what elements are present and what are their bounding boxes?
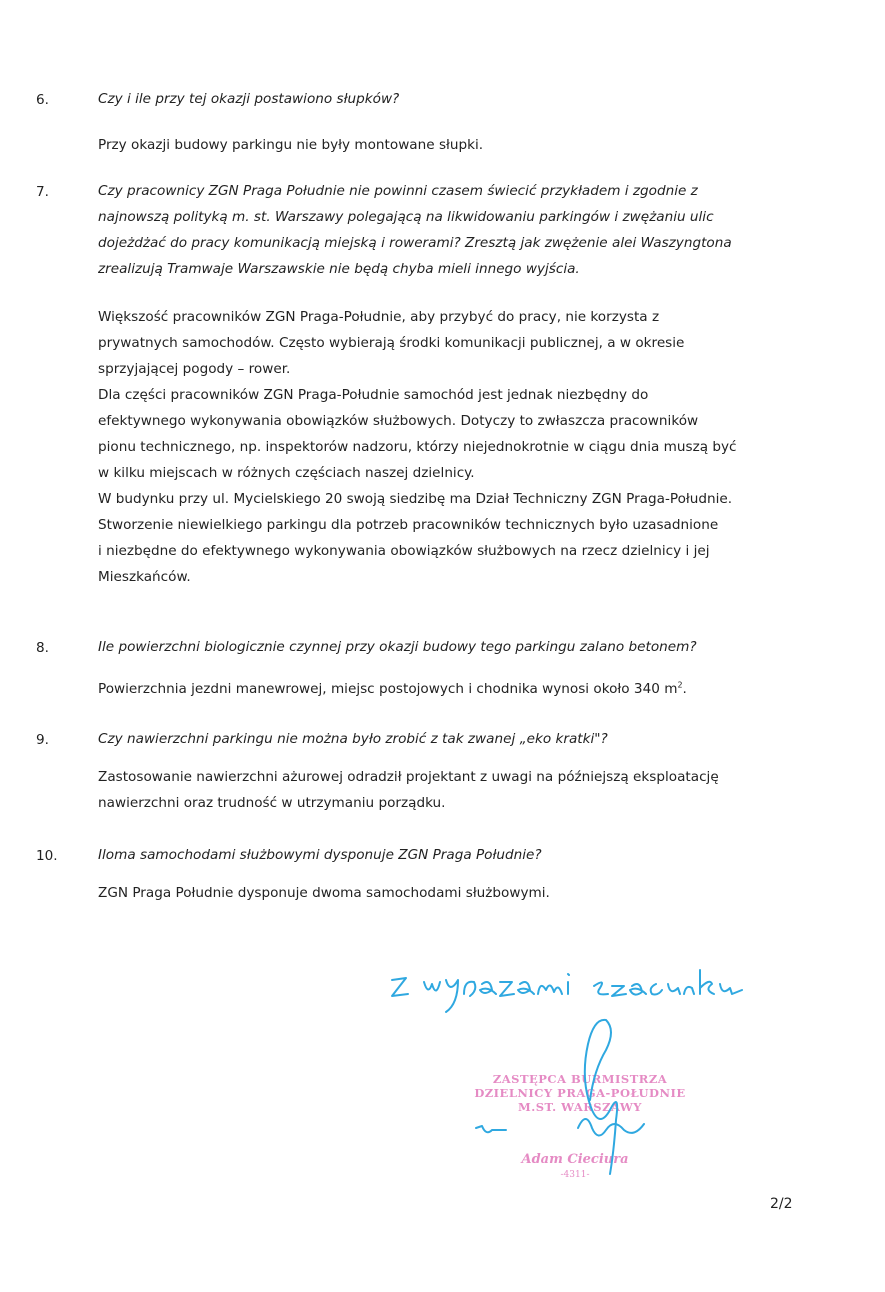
question-line: zrealizują Tramwaje Warszawskie nie będą chyba mieli innego wyjścia. (98, 261, 580, 277)
item-number: 9. (36, 732, 49, 748)
answer-line: Mieszkańców. (98, 569, 191, 585)
answer-line: Przy okazji budowy parkingu nie były montowane słupki. (98, 137, 484, 153)
answer-line: w kilku miejscach w różnych częściach naszej dzielnicy. (98, 465, 475, 481)
answer-line (98, 676, 838, 702)
answer-line: i niezbędne do efektywnego wykonywania obowiązków służbowych na rzecz dzielnicy i jej (98, 543, 710, 559)
item-number: 8. (36, 640, 49, 656)
answer-suffix: . (682, 681, 687, 697)
question-8 (98, 634, 818, 660)
question-line: Czy nawierzchni parkingu nie można było zrobić z tak zwanej „eko kratki"? (98, 731, 608, 747)
stamp-name: Adam Cieciura (521, 1152, 629, 1167)
item-number: 6. (36, 92, 49, 108)
question-7 (98, 178, 818, 282)
answer-line: Zastosowanie nawierzchni ażurowej odradził projektant z uwagi na późniejszą eksploatację (98, 769, 719, 785)
page-number: 2/2 (770, 1196, 793, 1212)
answer-8 (98, 676, 838, 702)
answer-line: efektywnego wykonywania obowiązków służbowych. Dotyczy to zwłaszcza pracowników (98, 413, 699, 429)
question-10 (98, 842, 818, 868)
answer-line: ZGN Praga Południe dysponuje dwoma samochodami służbowymi. (98, 885, 550, 901)
question-line: Czy i ile przy tej okazji postawiono słupków? (98, 91, 400, 107)
answer-line: Stworzenie niewielkiego parkingu dla potrzeb pracowników technicznych było uzasadnione (98, 517, 719, 533)
answer-7 (98, 304, 838, 590)
stamp-line: ZASTĘPCA BURMISTRZA (492, 1072, 668, 1086)
question-line: Czy pracownicy ZGN Praga Południe nie powinni czasem świecić przykładem i zgodnie z (98, 183, 698, 199)
question-line: Iloma samochodami służbowymi dysponuje ZGN Praga Południe? (98, 847, 542, 863)
stamp-line: M.ST. WARSZAWY (518, 1100, 642, 1114)
answer-line: Większość pracowników ZGN Praga-Południe, aby przybyć do pracy, nie korzysta z (98, 309, 660, 325)
question-line: najnowszą polityką m. st. Warszawy polegającą na likwidowaniu parkingów i zwężaniu ulic (98, 209, 714, 225)
stamp-line: DZIELNICY PRAGA-POŁUDNIE (474, 1086, 686, 1100)
question-9 (98, 726, 818, 752)
answer-line: nawierzchni oraz trudność w utrzymaniu porządku. (98, 795, 446, 811)
item-number: 10. (36, 848, 58, 864)
answer-9 (98, 764, 838, 816)
answer-line: W budynku przy ul. Mycielskiego 20 swoją siedzibę ma Dział Techniczny ZGN Praga-Południe. (98, 491, 733, 507)
stamp-code: -4311- (560, 1170, 590, 1180)
superscript: 2 (677, 680, 683, 690)
answer-text: Powierzchnia jezdni manewrowej, miejsc postojowych i chodnika wynosi około 340 m (98, 681, 678, 697)
answer-6 (98, 132, 838, 158)
answer-10 (98, 880, 838, 906)
question-line: Ile powierzchni biologicznie czynnej przy okazji budowy tego parkingu zalano betonem? (98, 639, 697, 655)
signature-ink (392, 970, 742, 1174)
answer-line: pionu technicznego, np. inspektorów nadzoru, którzy niejednokrotnie w ciągu dnia muszą być (98, 439, 737, 455)
answer-line: sprzyjającej pogody – rower. (98, 361, 291, 377)
item-number: 7. (36, 184, 49, 200)
handwritten-signature (380, 960, 800, 1200)
question-6 (98, 86, 818, 112)
question-line: dojeżdżać do pracy komunikacją miejską i rowerami? Zresztą jak zwężenie alei Waszyngtona (98, 235, 732, 251)
answer-line: Dla części pracowników ZGN Praga-Południe samochód jest jednak niezbędny do (98, 387, 649, 403)
answer-line: prywatnych samochodów. Często wybierają środki komunikacji publicznej, a w okresie (98, 335, 685, 351)
